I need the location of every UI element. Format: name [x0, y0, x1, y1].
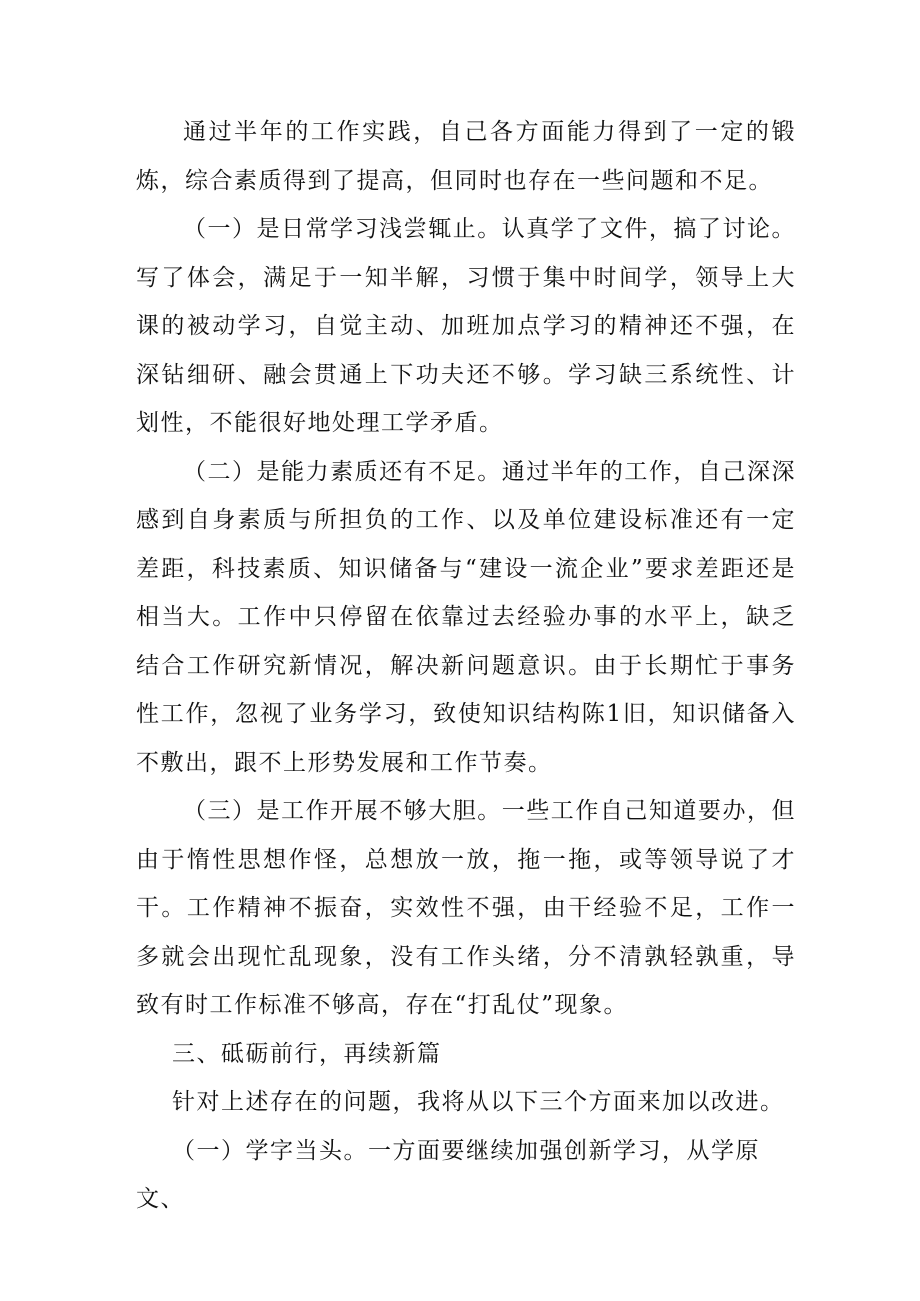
- paragraph-improvement-one: （一）学字当头。一方面要继续加强创新学习，从学原文、: [136, 1137, 760, 1212]
- paragraph-issue-three: （三）是工作开展不够大胆。一些工作自己知道要办，但由于惰性思想作怪，总想放一放，拖一拖，或等领导说了才干。工作精神不振奋，实效性不强，由干经验不足，工作一多就会出现忙乱现象，没有工作头绪，分不清孰轻孰重，导致有时工作标准不够高，存在“打乱仗”现象。: [136, 798, 796, 1018]
- paragraph-summary: 通过半年的工作实践，自己各方面能力得到了一定的锻炼，综合素质得到了提高，但同时也存在一些问题和不足。: [136, 119, 796, 194]
- document-body: [136, 108, 796, 1224]
- section-heading: 三、砥砺前行，再续新篇: [172, 1040, 442, 1067]
- lead-sentence: 针对上述存在的问题，我将从以下三个方面来加以改进。: [172, 1089, 785, 1115]
- paragraph-issue-one: （一）是日常学习浅尝辄止。认真学了文件，搞了讨论。写了体会，满足于一知半解，习惯于集中时间学，领导上大课的被动学习，自觉主动、加班加点学习的精神还不强，在深钻细研、融会贯通上下功夫还不够。学习缺三系统性、计划性，不能很好地处理工学矛盾。: [136, 216, 796, 436]
- paragraph-issue-two: （二）是能力素质还有不足。通过半年的工作，自己深深感到自身素质与所担负的工作、以及单位建设标准还有一定差距，科技素质、知识储备与“建设一流企业”要求差距还是相当大。工作中只停留在依靠过去经验办事的水平上，缺乏结合工作研究新情况，解决新问题意识。由于长期忙于事务性工作，忽视了业务学习，致使知识结构陈1旧，知识储备入不敷出，跟不上形势发展和工作节奏。: [136, 458, 796, 776]
